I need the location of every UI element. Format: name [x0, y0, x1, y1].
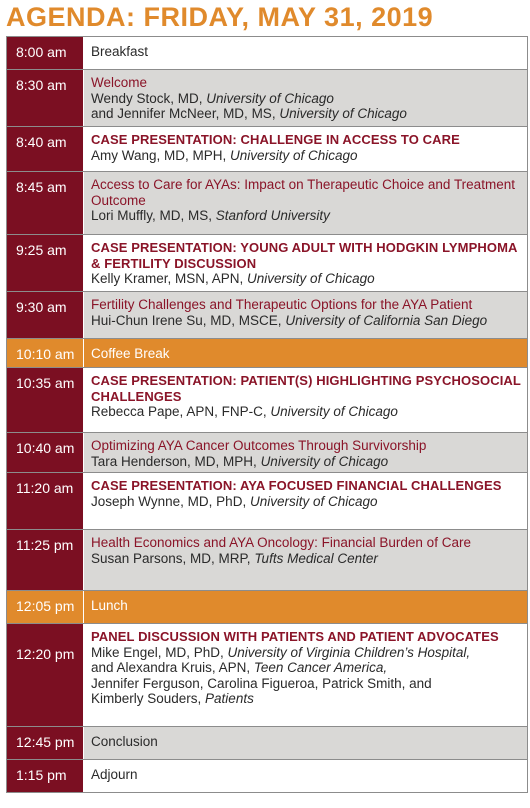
speaker-affiliation: University of Chicago: [260, 453, 389, 469]
speaker-affiliation: Stanford University: [215, 208, 330, 223]
session-title: Breakfast: [91, 44, 149, 59]
page-title: AGENDA: FRIDAY, MAY 31, 2019: [6, 2, 434, 32]
session-title: Access to Care for AYAs: Impact on Therapeutic Choice and Treatment Outcome: [91, 177, 515, 208]
session-time: 9:30 am: [7, 292, 84, 338]
speaker-name: Wendy Stock, MD,: [91, 90, 207, 106]
speaker-name: Jennifer Ferguson, Carolina Figueroa, Patrick Smith, and: [91, 675, 432, 691]
session-content: [84, 292, 527, 338]
session-time: 12:20 pm: [7, 624, 84, 726]
speaker-name: and Alexandra Kruis, APN,: [91, 660, 254, 675]
speaker-line: [91, 494, 523, 510]
speaker-affiliation: University of California San Diego: [285, 312, 488, 328]
session-title: Welcome: [91, 75, 148, 90]
session-time: 8:30 am: [7, 70, 84, 126]
session-title: Coffee Break: [91, 346, 170, 361]
speaker-line: [91, 208, 523, 224]
speaker-name: Kelly Kramer, MSN, APN,: [91, 271, 248, 286]
session-content: [84, 760, 527, 792]
speaker-name: Susan Parsons, MD, MRP,: [91, 550, 255, 566]
speaker-name: Amy Wang, MD, MPH,: [91, 147, 231, 163]
session-content: [84, 624, 527, 726]
agenda-row: [7, 127, 527, 172]
session-time: 9:25 am: [7, 235, 84, 291]
session-time: 10:10 am: [7, 339, 84, 367]
agenda-table: [6, 36, 528, 793]
session-content: [84, 433, 527, 472]
agenda-row: [7, 339, 527, 368]
speaker-line: [91, 454, 523, 470]
speaker-line: [91, 91, 523, 107]
session-content: [84, 37, 527, 69]
session-title: CASE PRESENTATION: PATIENT(S) HIGHLIGHTING PSYCHOSOCIAL CHALLENGES: [91, 373, 521, 404]
speaker-name: and Jennifer McNeer, MD, MS,: [91, 106, 280, 121]
session-content: [84, 530, 527, 590]
speaker-affiliation: University of Virginia Children’s Hospital,: [227, 644, 471, 660]
speaker-line: [91, 691, 523, 707]
agenda-row: [7, 760, 527, 793]
speaker-affiliation: University of Chicago: [247, 271, 375, 286]
speaker-affiliation: University of Chicago: [206, 90, 334, 106]
session-content: [84, 591, 527, 623]
session-content: [84, 727, 527, 759]
speaker-name: Hui-Chun Irene Su, MD, MSCE,: [91, 312, 286, 328]
agenda-row: [7, 292, 527, 339]
session-time: 10:35 am: [7, 368, 84, 432]
speaker-name: Tara Henderson, MD, MPH,: [91, 453, 261, 469]
speaker-affiliation: Tufts Medical Center: [254, 550, 378, 566]
session-title: PANEL DISCUSSION WITH PATIENTS AND PATIENT ADVOCATES: [91, 629, 499, 644]
session-title: CASE PRESENTATION: YOUNG ADULT WITH HODGKIN LYMPHOMA & FERTILITY DISCUSSION: [91, 240, 518, 271]
speaker-name: Lori Muffly, MD, MS,: [91, 208, 216, 223]
speaker-line: [91, 551, 523, 567]
speaker-affiliation: University of Chicago: [279, 106, 407, 121]
session-time: 12:45 pm: [7, 727, 84, 759]
speaker-line: [91, 106, 523, 122]
session-time: 12:05 pm: [7, 591, 84, 623]
session-content: [84, 127, 527, 171]
speaker-affiliation: Teen Cancer America,: [253, 660, 388, 675]
speaker-affiliation: University of Chicago: [270, 404, 398, 419]
speaker-line: [91, 148, 523, 164]
speaker-affiliation: University of Chicago: [249, 493, 378, 509]
session-title: Optimizing AYA Cancer Outcomes Through Survivorship: [91, 438, 427, 453]
session-title: Lunch: [91, 598, 128, 613]
session-title: Fertility Challenges and Therapeutic Options for the AYA Patient: [91, 297, 473, 312]
session-content: [84, 339, 527, 367]
speaker-name: Mike Engel, MD, PhD,: [91, 644, 228, 660]
speaker-line: [91, 676, 523, 692]
speaker-name: Joseph Wynne, MD, PhD,: [91, 493, 250, 509]
agenda-row: [7, 624, 527, 727]
agenda-row: [7, 172, 527, 235]
agenda-row: [7, 70, 527, 127]
session-title: Conclusion: [91, 734, 158, 749]
session-content: [84, 172, 527, 234]
session-time: 8:00 am: [7, 37, 84, 69]
session-title: CASE PRESENTATION: AYA FOCUSED FINANCIAL CHALLENGES: [91, 478, 502, 493]
session-content: [84, 70, 527, 126]
agenda-row: [7, 37, 527, 70]
speaker-name: Rebecca Pape, APN, FNP-C,: [91, 404, 271, 419]
speaker-line: [91, 404, 523, 420]
session-content: [84, 368, 527, 432]
agenda-row: [7, 727, 527, 760]
speaker-line: [91, 660, 523, 676]
session-content: [84, 235, 527, 291]
session-time: 11:25 pm: [7, 530, 84, 590]
speaker-name: Kimberly Souders,: [91, 691, 206, 706]
agenda-row: [7, 368, 527, 433]
agenda-row: [7, 591, 527, 624]
speaker-affiliation: University of Chicago: [230, 147, 358, 163]
speaker-line: [91, 313, 523, 329]
session-time: 8:40 am: [7, 127, 84, 171]
session-time: 10:40 am: [7, 433, 84, 472]
session-content: [84, 473, 527, 529]
speaker-line: [91, 271, 523, 287]
agenda-row: [7, 530, 527, 591]
speaker-line: [91, 645, 523, 661]
agenda-row: [7, 433, 527, 473]
session-title: Adjourn: [91, 767, 138, 782]
agenda-row: [7, 235, 527, 292]
session-time: 1:15 pm: [7, 760, 84, 792]
session-title: Health Economics and AYA Oncology: Financial Burden of Care: [91, 535, 471, 550]
speaker-affiliation: Patients: [205, 691, 254, 706]
session-time: 8:45 am: [7, 172, 84, 234]
agenda-row: [7, 473, 527, 530]
session-title: CASE PRESENTATION: CHALLENGE IN ACCESS TO CARE: [91, 132, 460, 147]
session-time: 11:20 am: [7, 473, 84, 529]
